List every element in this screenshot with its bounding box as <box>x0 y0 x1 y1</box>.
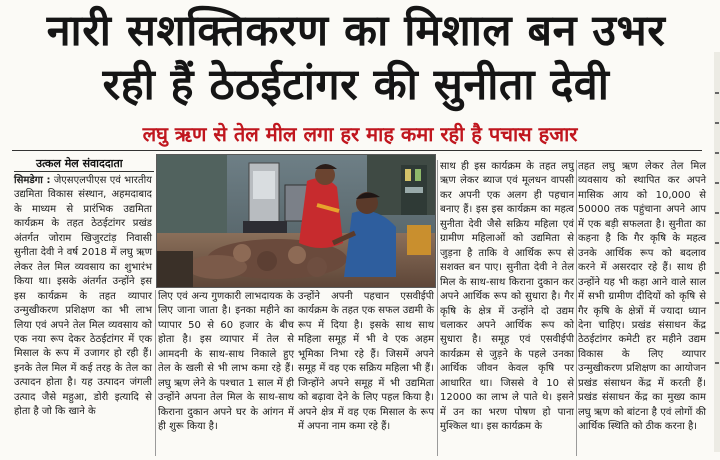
headline-line-2: रही हैं ठेठईटांगर की सुनीता देवी <box>102 60 610 110</box>
byline-rule <box>14 171 154 172</box>
dateline: सिमडेगा : <box>14 175 51 186</box>
column-2-text: लिए एवं अन्य गुणकारी लाभदायक के लिए जाना जाता है। इनका महीने का प्यापार 50 से 60 हजार के बीच होता है। इस व्यापार में तेल से आमदनी के साथ-साथ निकाले हुए तेल के खली से भी लाभ कमा रहे हैं। लघु ऋण लेने के पश्चात 1 साल में ही उन्होंने अपना तेल मिल के साथ-साथ किराना दुकान अपने घर के आंगन में ही शुरू किया है। <box>158 291 294 433</box>
headline-line-1: नारी सशक्तिकरण का मिशाल बन उभर <box>46 6 666 56</box>
article-column-2 <box>158 290 294 435</box>
article-column-5 <box>578 160 706 435</box>
column-4-text: साथ ही इस कार्यक्रम के तहत लघु ऋण लेकर ब्याज एवं मूलधन वापसी कर अपनी एक अलग ही पहचान बनाए हैं। इस इस कार्यक्रम का महत्व सुनीता देवी जैसे सक्रिय महिला एवं ग्रामीण महिलाओं को उद्यमिता से जुड़ना है ताकि वे आर्थिक रूप से सशक्त बन पाए। सुनीता देवी ने तेल मिल के साथ-साथ किराना दुकान कर अपने आर्थिक रूप को सुधारा है। गैर कृषि के क्षेत्र में उन्होंने दो उद्यम चलाकर अपने आर्थिक रूप को सुधारा है। समूह एवं एसवीईपी कार्यक्रम से जुड़ने के पहले उनका आर्थिक जीवन केवल कृषि पर आधारित था। जिससे वे 10 से 12000 का लाभ ले पाते थे। इसने में उन का भरण पोषण हो पाना मुश्किल था। इस कार्यक्रम के <box>440 161 574 433</box>
column-1-text: जेएसएलपीएस एवं भारतीय उद्यमिता विकास संस्थान, अहमदाबाद के माध्यम से प्रारंभिक उद्यमिता कार्यक्रम के तहत ठेठईटांगर प्रखंड अंतर्गत जोराम खिजुरटांड़ निवासी सुनीता देवी ने वर्ष 2018 में लघु ऋण लेकर तेल मिल व्यवसाय का शुभारंभ किया था। इसके अंतर्गत उन्होंने इस इस कार्यक्रम के तहत व्यापार उन्मुखीकरण प्रशिक्षण का भी लाभ लिया एवं अपने तेल मिल व्यवसाय को एक नया रूप देकर ठेठईटांगर में एक मिसाल के रूप में उजागर हो रही हैं। इनके तेल मिल में कई तरह के तेल का उत्पादन होता है। यह उत्पादन जंगली उत्पाद जैसे महुआ, डोरी इत्यादि से होता है जो कि खाने के <box>14 175 152 418</box>
byline: उत्कल मेल संवाददाता <box>36 157 123 170</box>
column-3-text: उन्होंने अपनी पहचान एसवीईपी कार्यक्रम के तहत एक सफल उद्यमी के रूप में दिया है। इसके साथ साथ महिला समूह में भी वे एक अहम भूमिका निभा रहे हैं। जिसमें अपने समूह में वह एक सक्रिय महिला भी हैं। जिन्होंने अपने समूह में भी उद्यमिता को बढ़ावा देने के लिए पहल किया है। अपने क्षेत्र में वह एक मिसाल के रूप में अपना नाम कमा रहे हैं। <box>298 291 434 433</box>
oil-mill-photo <box>157 155 435 287</box>
adjacent-page-edge <box>714 52 720 452</box>
headline-divider <box>12 150 702 151</box>
article-column-4 <box>440 160 574 435</box>
article-photo <box>156 154 436 288</box>
article-column-1 <box>14 174 152 420</box>
column-rule <box>155 290 156 456</box>
subheadline: लघु ऋण से तेल मील लगा हर माह कमा रही है पचास हजार <box>142 122 578 146</box>
column-rule <box>576 160 577 456</box>
article-column-3 <box>298 290 434 435</box>
column-5-text: तहत लघु ऋण लेकर तेल मिल व्यवसाय को स्थापित कर अपने मासिक आय को 10,000 से 50000 तक पहुंचाना अपने आप में एक बड़ी सफलता है। सुनीता का कहना है कि गैर कृषि के महत्व उनके आर्थिक रूप को बदलाव करने में असरदार रहे हैं। साथ ही उन्होंने यह भी कहा आने वाले साल में सभी ग्रामीण दीदियों को कृषि से गैर कृषि के क्षेत्रों में ज्यादा ध्यान देना चाहिए। प्रखंड संसाधन केंद्र ठेठईटांगर कमेटी हर महीने उद्यम विकास के लिए व्यापार उन्मुखीकरण प्रशिक्षण का आयोजन प्रखंड संसाधन केंद्र में करती हैं। प्रखंड संसाधन केंद्र का मुख्य काम लघु ऋण को बांटना है एवं लोगों की आर्थिक स्थिति को ठीक करना है। <box>578 161 706 433</box>
column-rule <box>437 160 438 456</box>
